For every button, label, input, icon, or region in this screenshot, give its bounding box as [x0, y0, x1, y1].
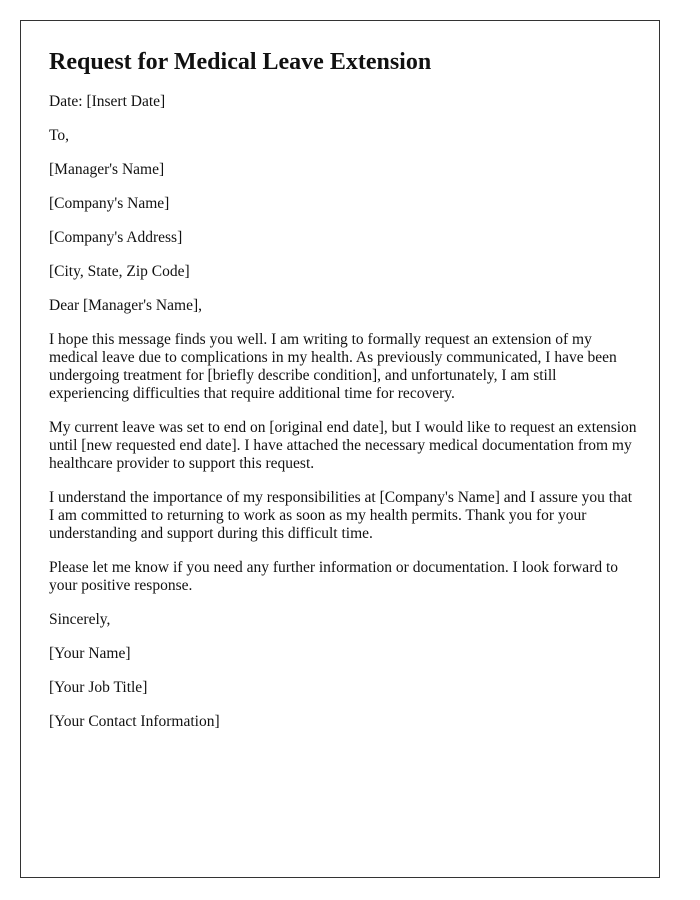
- letter-title: Request for Medical Leave Extension: [49, 49, 432, 75]
- body-paragraph-4: Please let me know if you need any further information or documentation. I look forward to your positive response.: [49, 559, 619, 594]
- recipient-company-name: [Company's Name]: [49, 195, 170, 212]
- closing: Sincerely,: [49, 611, 111, 628]
- recipient-manager-name: [Manager's Name]: [49, 161, 165, 178]
- recipient-to: To,: [49, 127, 70, 144]
- signature-job-title: [Your Job Title]: [49, 679, 148, 696]
- recipient-city-state-zip: [City, State, Zip Code]: [49, 263, 190, 280]
- body-paragraph-2: My current leave was set to end on [original end date], but I would like to request an extension until [new requested end date]. I have attached the necessary medical documentation from my healthcare provider to support this request.: [49, 419, 637, 472]
- signature-name: [Your Name]: [49, 645, 131, 662]
- body-paragraph-3: I understand the importance of my responsibilities at [Company's Name] and I assure you that I am committed to returning to work as soon as my health permits. Thank you for your understanding and support during this difficult time.: [49, 489, 633, 542]
- letter-content: [49, 47, 639, 747]
- recipient-company-address: [Company's Address]: [49, 229, 183, 246]
- signature-contact-info: [Your Contact Information]: [49, 713, 220, 730]
- letter-page: [20, 20, 660, 878]
- body-paragraph-1: I hope this message finds you well. I am writing to formally request an extension of my medical leave due to complications in my health. As previously communicated, I have been undergoing treatment for [briefly describe condition], and unfortunately, I am still experiencing difficulties that require additional time for recovery.: [49, 331, 617, 402]
- salutation: Dear [Manager's Name],: [49, 297, 202, 314]
- date-line: Date: [Insert Date]: [49, 93, 166, 110]
